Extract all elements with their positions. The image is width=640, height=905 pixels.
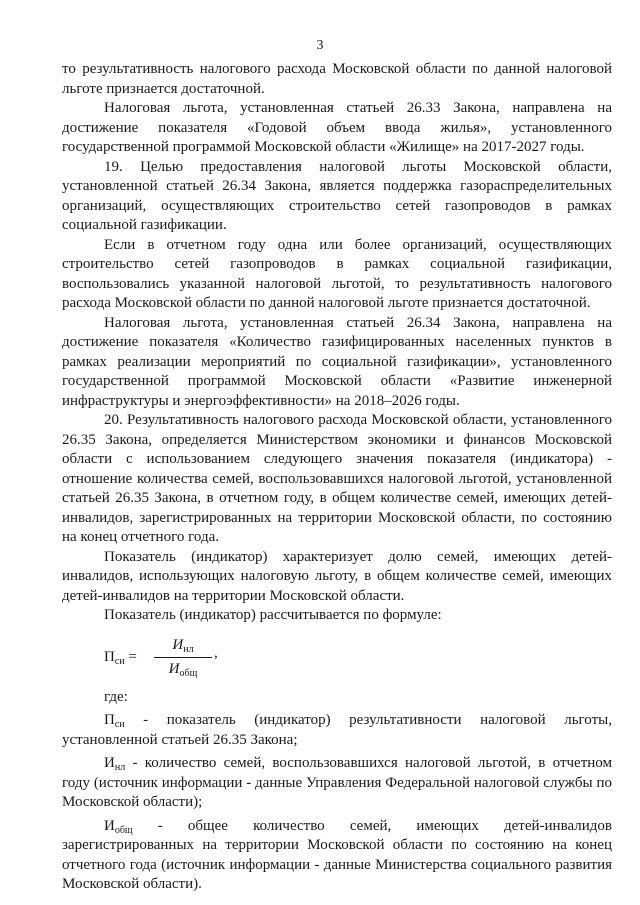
formula-lhs: $П_{си}$ = bbox=[104, 648, 137, 667]
definition-item: $И_{нл}$ - количество семей, воспользовавшихся налоговой льготой, в отчетном году (источник информации - данные Управления Федеральной налоговой службы по Московской области); bbox=[62, 755, 612, 810]
document-body bbox=[62, 60, 612, 895]
paragraph: Показатель (индикатор) рассчитывается по формуле: bbox=[104, 607, 442, 623]
paragraph: то результативность налогового расхода Московской области по данной налоговой льготе признается достаточной. bbox=[62, 61, 612, 97]
paragraph: Показатель (индикатор) характеризует долю семей, имеющих детей-инвалидов, использующих налоговую льготу, в общем количестве семей, имеющих детей-инвалидов на территории Московской области. bbox=[62, 548, 612, 604]
paragraph: 19. Целью предоставления налоговой льготы Московской области, установленной статьей 26.34 Закона, является поддержка газораспределительных организаций, осуществляющих строительство сетей газопроводов в рамках социальной газификации. bbox=[62, 158, 612, 233]
paragraph: Налоговая льгота, установленная статьей 26.34 Закона, направлена на достижение показателя «Количество газифицированных населенных пунктов в рамках реализации мероприятий по социальной газификации», установленного государственной программой Московской области «Развитие инженерной инфраструктуры и энергоэффективности» на 2018–2026 годы. bbox=[62, 314, 612, 409]
formula-numerator: $И_{нл}$ bbox=[154, 636, 212, 659]
paragraph: Если в отчетном году одна или более организаций, осуществляющих строительство сетей газопроводов в рамках социальной газификации, воспользовались указанной налоговой льготой, то результативность налогового расхода Московской области по данной налоговой льготе признается достаточной. bbox=[62, 236, 612, 311]
formula-fraction bbox=[154, 636, 212, 680]
page-number: 3 bbox=[316, 38, 324, 53]
formula-comma: , bbox=[214, 644, 218, 661]
paragraph: 20. Результативность налогового расхода Московской области, установленного 26.35 Закона, определяется Министерством экономики и финансов Московской области с использованием следующего значения показателя (индикатора) - отношение количества семей, воспользовавшихся налоговой льготой, установленной статьей 26.35 Закона, в отчетном году, в общем количестве семей, имеющих детей-инвалидов, зарегистрированных на территории Московской области, по состоянию на конец отчетного года. bbox=[62, 412, 612, 545]
formula-denominator: $И_{общ}$ bbox=[168, 661, 198, 679]
paragraph: Налоговая льгота, установленная статьей 26.33 Закона, направлена на достижение показателя «Годовой объем ввода жилья», установленного государственной программой Московской области «Жилище» на 2017-2027 годы. bbox=[62, 100, 612, 155]
formula bbox=[62, 630, 612, 688]
definition-item: $П_{си}$ - показатель (индикатор) результативности налоговой льготы, установленной статьей 26.35 Закона; bbox=[62, 712, 612, 748]
where-label: где: bbox=[104, 688, 128, 705]
definition-item: $И_{общ}$ - общее количество семей, имеющих детей-инвалидов зарегистрированных на территории Московской области по состоянию на конец отчетного года (источник информации - данные Министерства социального развития Московской области). bbox=[62, 817, 612, 892]
